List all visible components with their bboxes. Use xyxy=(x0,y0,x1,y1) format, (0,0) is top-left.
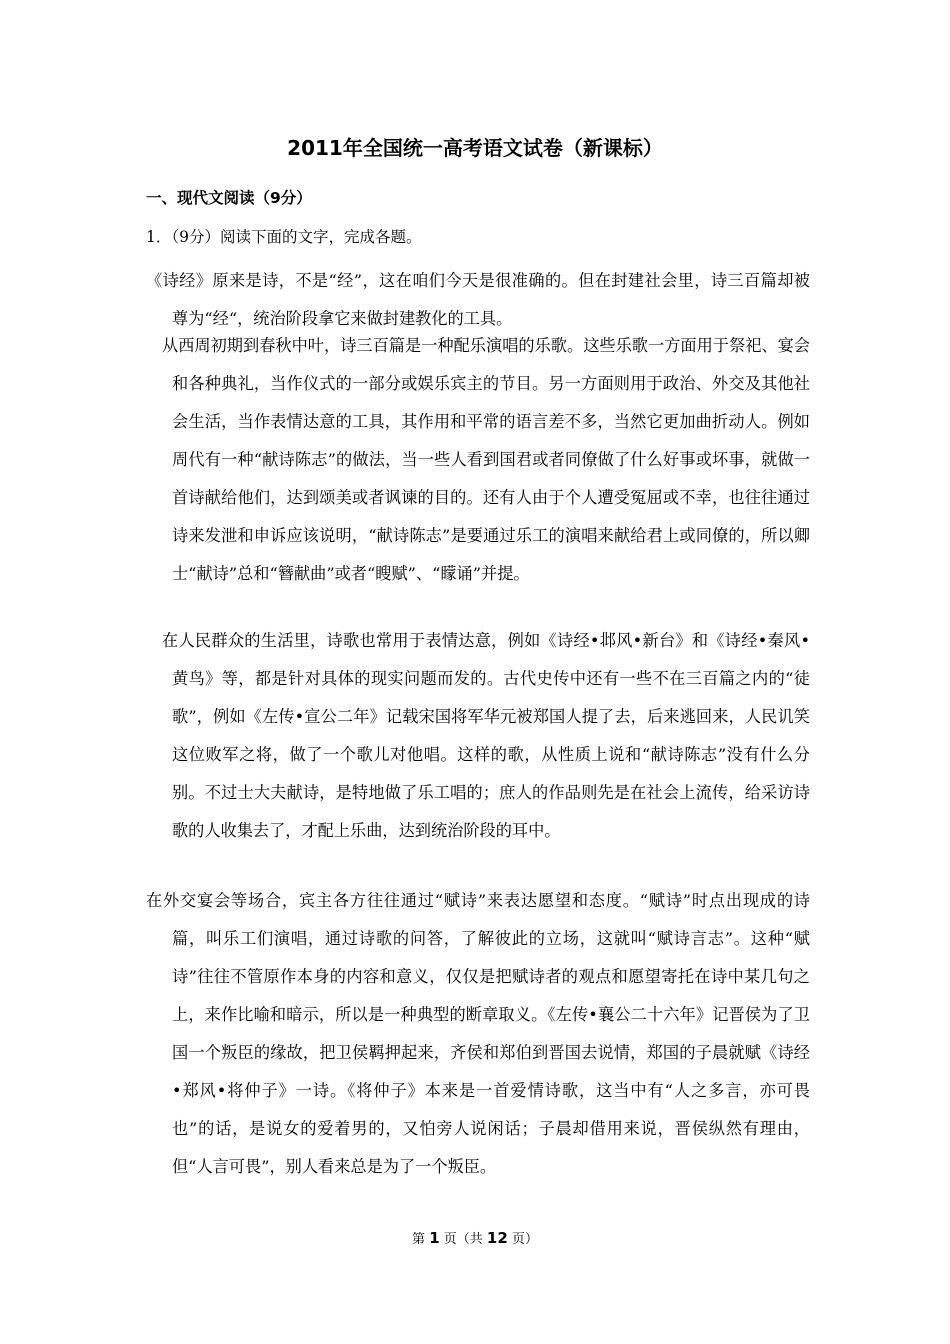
section-heading: 一、现代文阅读（9分） xyxy=(146,189,312,207)
paragraph-4-text: 在外交宴会等场合，宾主各方往往通过“赋诗”来表达愿望和态度。“赋诗”时点出现成的诗篇，叫乐工们演唱，通过诗歌的问答，了解彼此的立场，这就叫“赋诗言志”。这种“赋诗”往往不管原作本身的内容和意义，仅仅是把赋诗者的观点和愿望寄托在诗中某几句之上，来作比喻和暗示，所以是一种典型的断章取义。《左传•襄公二十六年》记晋侯为了卫国一个叛臣的缘故，把卫侯羁押起来，齐侯和郑伯到晋国去说情，郑国的子晨就赋《诗经•郑风•将仲子》一诗。《将仲子》本来是一首爱情诗歌，这当中有“人之多言，亦可畏也”的话，是说女的爱着男的，又怕旁人说闲话；子晨却借用来说，晋侯纵然有理由，但“人言可畏”，别人看来总是为了一个叛臣。 xyxy=(146,891,810,1176)
footer-prefix: 第 xyxy=(412,1232,426,1247)
paragraph-3-text: 在人民群众的生活里，诗歌也常用于表情达意，例如《诗经•邶风•新台》和《诗经•秦风•黄鸟》等，都是针对具体的现实问题而发的。古代史传中还有一些不在三百篇之内的“徒歌”，例如《左传•宣公二年》记载宋国将军华元被郑国人提了去，后来逃回来，人民讥笑这位败军之将，做了一个歌儿对他唱。这样的歌，从性质上说和“献诗陈志”没有什么分别。不过士大夫献诗，是特地做了乐工唱的；庶人的作品则先是在社会上流传，给采访诗歌的人收集去了，才配上乐曲，达到统治阶段的耳中。 xyxy=(162,631,810,840)
footer-middle: 页（共 xyxy=(443,1232,483,1247)
footer-page-number: 1 xyxy=(429,1229,440,1247)
question-prompt: 1．（9分）阅读下面的文字，完成各题。 xyxy=(146,228,422,246)
paragraph-2 xyxy=(146,327,810,593)
paragraph-1-text: 《诗经》原来是诗，不是“经”，这在咱们今天是很准确的。但在封建社会里，诗三百篇却被尊为“经“，统治阶段拿它来做封建教化的工具。 xyxy=(146,271,810,328)
paragraph-2-text: 从西周初期到春秋中叶，诗三百篇是一种配乐演唱的乐歌。这些乐歌一方面用于祭祀、宴会和各种典礼，当作仪式的一部分或娱乐宾主的节目。另一方面则用于政治、外交及其他社会生活，当作表情达意的工具，其作用和平常的语言差不多，当然它更加曲折动人。例如周代有一种“献诗陈志”的做法，当一些人看到国君或者同僚做了什么好事或坏事，就做一首诗献给他们，达到颂美或者讽谏的目的。还有人由于个人遭受冤屈或不幸，也往往通过诗来发泄和申诉应该说明，“献诗陈志”是要通过乐工的演唱来献给君上或同僚的，所以卿士“献诗”总和“簪献曲”或者“瞍赋”、“矇诵”并提。 xyxy=(162,336,810,583)
footer-total-pages: 12 xyxy=(486,1229,508,1247)
page-footer xyxy=(0,1228,950,1250)
paragraph-3 xyxy=(146,622,810,850)
document-title: 2011年全国统一高考语文试卷（新课标） xyxy=(287,136,663,160)
paragraph-4 xyxy=(146,882,810,1186)
footer-suffix: 页） xyxy=(511,1232,538,1247)
